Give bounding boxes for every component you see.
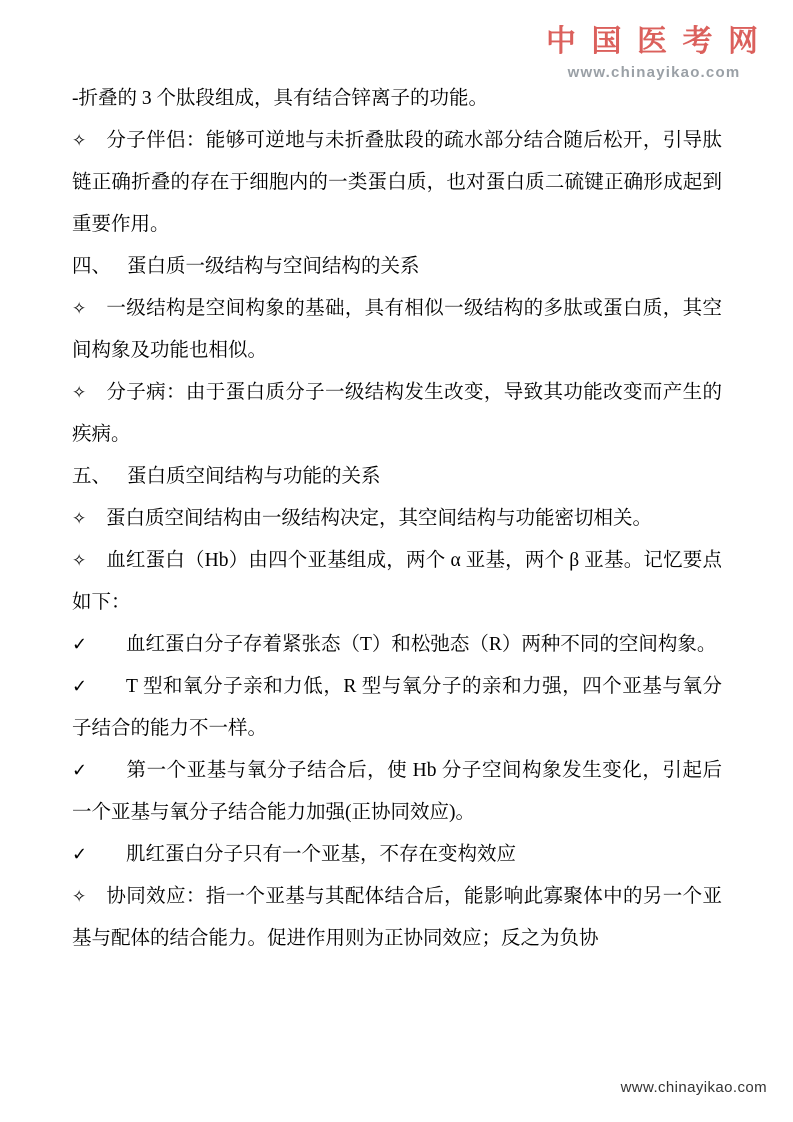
- check-bullet-text: 血红蛋白分子存着紧张态（T）和松弛态（R）两种不同的空间构象。: [126, 634, 717, 655]
- check-bullet-text: 肌红蛋白分子只有一个亚基，不存在变构效应: [126, 844, 517, 865]
- section-heading: [72, 456, 722, 498]
- check-bullet-icon: ✓: [72, 634, 88, 655]
- bullet-item-text: 分子病：由于蛋白质分子一级结构发生改变，导致其功能改变而产生的疾病。: [72, 382, 722, 445]
- section-heading-number: 五、: [72, 466, 112, 487]
- section-heading: [72, 246, 722, 288]
- diamond-bullet-icon: ✧: [72, 509, 87, 529]
- bullet-item-text: 一级结构是空间构象的基础，具有相似一级结构的多肽或蛋白质，其空间构象及功能也相似。: [72, 298, 722, 361]
- page-footer-url: www.chinayikao.com: [620, 1079, 767, 1096]
- check-bullet-icon: ✓: [72, 760, 88, 781]
- diamond-bullet-icon: ✧: [72, 551, 87, 571]
- section-heading-text: 蛋白质空间结构与功能的关系: [127, 466, 381, 487]
- paragraph: [72, 78, 722, 120]
- bullet-item: [72, 372, 722, 456]
- check-bullet-item: [72, 750, 722, 834]
- diamond-bullet-icon: ✧: [72, 383, 87, 403]
- bullet-item-text: 血红蛋白（Hb）由四个亚基组成，两个 α 亚基，两个 β 亚基。记忆要点如下：: [72, 550, 722, 613]
- bullet-item-text: 协同效应：指一个亚基与其配体结合后，能影响此寡聚体中的另一个亚基与配体的结合能力。促进作用则为正协同效应；反之为负协: [72, 886, 722, 949]
- bullet-item-text: 蛋白质空间结构由一级结构决定，其空间结构与功能密切相关。: [106, 508, 653, 529]
- bullet-item: [72, 120, 722, 246]
- section-heading-number: 四、: [72, 256, 112, 277]
- watermark-logo-text: 中 国 医 考 网: [546, 25, 762, 58]
- check-bullet-item: [72, 624, 722, 666]
- paragraph-text: -折叠的 3 个肽段组成，具有结合锌离子的功能。: [72, 88, 488, 109]
- check-bullet-item: [72, 666, 722, 750]
- bullet-item: [72, 288, 722, 372]
- check-bullet-item: [72, 834, 722, 876]
- section-heading-text: 蛋白质一级结构与空间结构的关系: [127, 256, 420, 277]
- site-watermark: [541, 16, 767, 81]
- check-bullet-text: T 型和氧分子亲和力低，R 型与氧分子的亲和力强，四个亚基与氧分子结合的能力不一样。: [72, 676, 722, 739]
- check-bullet-icon: ✓: [72, 844, 88, 865]
- bullet-item: [72, 876, 722, 960]
- check-bullet-text: 第一个亚基与氧分子结合后，使 Hb 分子空间构象发生变化，引起后一个亚基与氧分子结合能力加强(正协同效应)。: [72, 760, 722, 823]
- check-bullet-icon: ✓: [72, 676, 88, 697]
- watermark-logo-url: www.chinayikao.com: [567, 64, 741, 81]
- bullet-item: [72, 540, 722, 624]
- diamond-bullet-icon: ✧: [72, 299, 87, 319]
- document-body: [72, 78, 722, 960]
- bullet-item: [72, 498, 722, 540]
- bullet-item-text: 分子伴侣：能够可逆地与未折叠肽段的疏水部分结合随后松开，引导肽链正确折叠的存在于细胞内的一类蛋白质，也对蛋白质二硫键正确形成起到重要作用。: [72, 130, 722, 235]
- diamond-bullet-icon: ✧: [72, 131, 87, 151]
- diamond-bullet-icon: ✧: [72, 887, 87, 907]
